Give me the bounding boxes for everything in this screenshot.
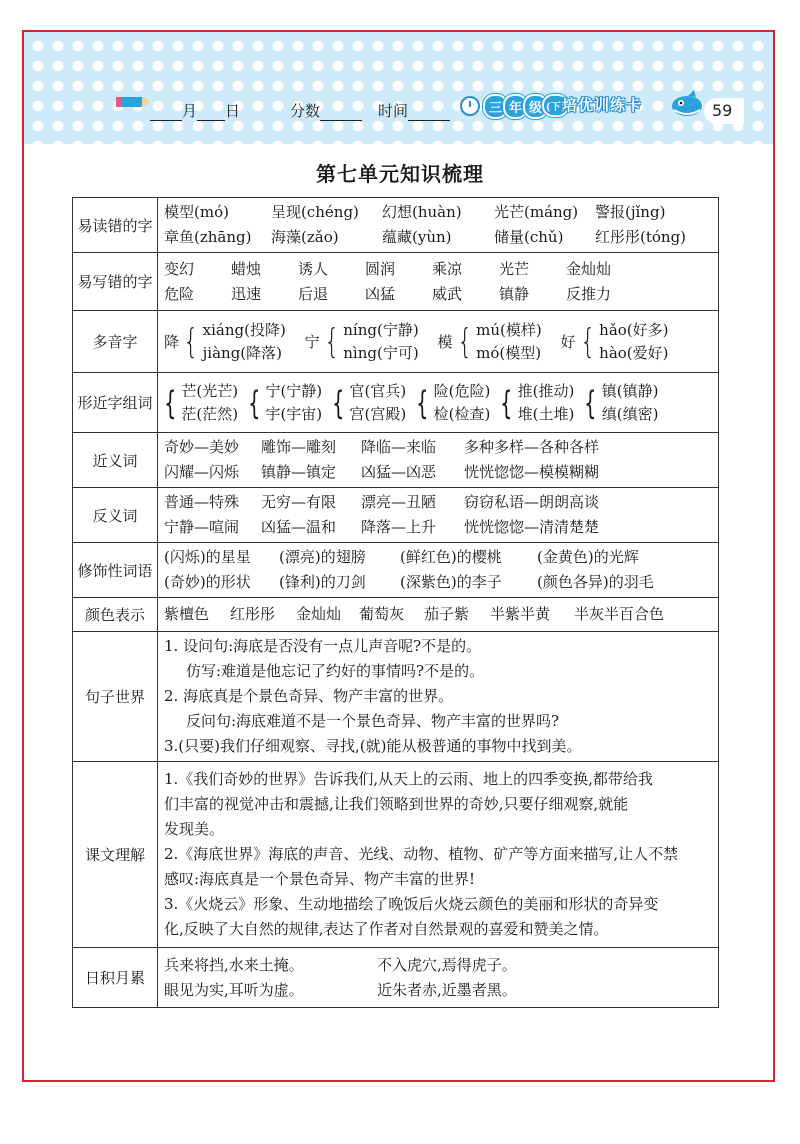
row-content — [158, 198, 719, 253]
list-item: 章鱼(zhāng) — [164, 228, 252, 246]
list-item: 变幻 — [164, 259, 195, 278]
list-item: 蜡烛 — [231, 259, 262, 278]
list-item: 降临—来临 — [361, 438, 437, 456]
list-item: 近朱者赤,近墨者黑。 — [377, 980, 517, 999]
list-item: 半灰半百合色 — [574, 605, 665, 623]
table-row-similar — [73, 373, 719, 433]
list-item: 闪耀—闪烁 — [164, 463, 240, 481]
list-item: 反推力 — [566, 284, 612, 303]
row-content — [158, 762, 719, 948]
words-line-2 — [164, 570, 712, 595]
table-row-synonyms — [73, 433, 719, 488]
polyphone-group: 宁 { níng(宁静) nìng(宁可) — [304, 320, 419, 362]
polyphone-group: 模 { mú(模样) mó(模型) — [437, 320, 542, 362]
list-item: 凶猛—温和 — [261, 518, 337, 536]
list-item: 紫檀色 — [164, 605, 210, 623]
sentence-line: 仿写:难道是他忘记了约好的事情吗?不是的。 — [186, 662, 485, 680]
similar-group: { 芒(光芒) 茫(茫然) — [164, 381, 239, 423]
list-item: 光芒 — [499, 259, 530, 278]
date-field[interactable]: 月 日 — [150, 100, 240, 121]
list-item: 茄子紫 — [424, 605, 470, 623]
list-item: 镇静 — [499, 284, 530, 303]
list-item: 储量(chǔ) — [494, 228, 564, 246]
list-item: (鲜红色)的樱桃 — [400, 548, 502, 566]
time-field[interactable]: 时间 — [378, 100, 450, 121]
words-line — [164, 602, 712, 627]
mascot-icon — [668, 88, 706, 120]
list-item: (奇妙)的形状 — [164, 573, 251, 591]
pinyin-line-2 — [164, 225, 712, 250]
list-item: 呈现(chéng) — [271, 203, 359, 221]
grade-badge-3: 级 — [523, 94, 548, 119]
row-content — [158, 632, 719, 762]
row-label: 修饰性词语 — [73, 543, 158, 598]
words-line-1 — [164, 953, 712, 978]
list-item: 凶猛 — [365, 284, 396, 303]
list-item: 威武 — [432, 284, 463, 303]
sentence-line: 3.(只要)我们仔细观察、寻找,(就)能从极普通的事物中找到美。 — [164, 737, 582, 755]
list-item: 半紫半黄 — [490, 605, 551, 623]
table-row-antonyms — [73, 488, 719, 543]
list-item: 兵来将挡,水来土掩。 — [164, 955, 304, 974]
list-item: 金灿灿 — [296, 605, 342, 623]
table-row-understanding — [73, 762, 719, 948]
list-item: (金黄色)的光辉 — [537, 548, 639, 566]
table-row-polyphone — [73, 311, 719, 373]
list-item: 红彤彤 — [230, 605, 276, 623]
grade-badge-2: 年 — [503, 94, 528, 119]
similar-group: { 官(官兵) 宫(宫殿) — [332, 381, 407, 423]
list-item: 普通—特殊 — [164, 493, 240, 511]
row-content — [158, 948, 719, 1008]
list-item: 镇静—镇定 — [261, 463, 337, 481]
polyphone-group: 降 { xiáng(投降) jiàng(降落) — [164, 320, 286, 362]
list-item: 恍恍惚惚—模模糊糊 — [464, 463, 600, 481]
list-item: 多种多样—各种各样 — [464, 438, 600, 456]
row-label: 句子世界 — [73, 632, 158, 762]
paragraph-line: 发现美。 — [164, 820, 225, 838]
list-item: 葡萄灰 — [359, 605, 405, 623]
row-label: 反义词 — [73, 488, 158, 543]
list-item: (深紫色)的李子 — [400, 573, 502, 591]
list-item: 警报(jǐng) — [595, 203, 666, 221]
paragraph-line: 化,反映了大自然的规律,表达了作者对自然景观的喜爱和赞美之情。 — [164, 920, 609, 938]
similar-group: { 宁(宁静) 宇(宇宙) — [248, 381, 323, 423]
row-label: 形近字组词 — [73, 373, 158, 433]
list-item: 宁静—喧闹 — [164, 518, 240, 536]
words-line-1 — [164, 490, 712, 515]
table-row-easy-write — [73, 253, 719, 311]
row-content — [158, 311, 719, 373]
page-title: 第七单元知识梳理 — [316, 162, 484, 186]
list-item: 窃窃私语—朗朗高谈 — [464, 493, 600, 511]
words-line-2 — [164, 515, 712, 540]
list-item: 蕴藏(yùn) — [382, 228, 452, 246]
brand-title: 培优训练卡 — [562, 96, 643, 114]
similar-group: { 险(危险) 检(检查) — [416, 381, 491, 423]
list-item: 恍恍惚惚—清清楚楚 — [464, 518, 600, 536]
row-label: 易读错的字 — [73, 198, 158, 253]
list-item: 不入虎穴,焉得虎子。 — [377, 955, 517, 974]
list-item: 幻想(huàn) — [382, 203, 462, 221]
list-item: 眼见为实,耳听为虚。 — [164, 980, 304, 999]
list-item: (锋利)的刀剑 — [279, 573, 366, 591]
list-item: (颜色各异)的羽毛 — [537, 573, 654, 591]
list-item: 模型(mó) — [164, 203, 229, 221]
list-item: 奇妙—美妙 — [164, 438, 240, 456]
paragraph-line: 们丰富的视觉冲击和震撼,让我们领略到世界的奇妙,只要仔细观察,就能 — [164, 795, 629, 813]
list-item: 无穷—有限 — [261, 493, 337, 511]
score-field[interactable]: 分数 — [290, 100, 362, 121]
words-line-2 — [164, 282, 712, 307]
sentence-line: 1. 设问句:海底是否没有一点儿声音呢?不是的。 — [164, 637, 482, 655]
row-label: 近义词 — [73, 433, 158, 488]
list-item: 危险 — [164, 284, 195, 303]
list-item: 海藻(zǎo) — [271, 228, 339, 246]
paragraph-line: 1.《我们奇妙的世界》告诉我们,从天上的云雨、地上的四季变换,都带给我 — [164, 770, 653, 788]
row-content — [158, 433, 719, 488]
list-item: 降落—上升 — [361, 518, 437, 536]
words-line-2 — [164, 460, 712, 485]
list-item: 漂亮—丑陋 — [361, 493, 437, 511]
list-item: 光芒(máng) — [494, 203, 579, 221]
words-line-2 — [164, 978, 712, 1003]
table-row-easy-read — [73, 198, 719, 253]
row-label: 颜色表示 — [73, 598, 158, 632]
similar-group: { 推(推动) 堆(土堆) — [500, 381, 575, 423]
paragraph-line: 感叹:海底真是一个景色奇异、物产丰富的世界! — [164, 870, 476, 888]
pencil-icon — [116, 93, 152, 111]
list-item: (闪烁)的星星 — [164, 548, 251, 566]
row-label: 多音字 — [73, 311, 158, 373]
table-row-sentences — [73, 632, 719, 762]
grade-badge-semester: (下) — [542, 94, 569, 117]
row-label: 日积月累 — [73, 948, 158, 1008]
list-item: 乘凉 — [432, 259, 463, 278]
list-item: 红彤彤(tóng) — [595, 228, 687, 246]
list-item: 诱人 — [298, 259, 329, 278]
paragraph-line: 3.《火烧云》形象、生动地描绘了晚饭后火烧云颜色的美丽和形状的奇异变 — [164, 895, 659, 913]
table-row-modifiers — [73, 543, 719, 598]
words-line-1 — [164, 435, 712, 460]
list-item: 后退 — [298, 284, 329, 303]
row-content — [158, 543, 719, 598]
list-item: 迅速 — [231, 284, 262, 303]
row-content — [158, 253, 719, 311]
table-row-colors — [73, 598, 719, 632]
page-number: 59 — [712, 101, 733, 120]
list-item: 圆润 — [365, 259, 396, 278]
paragraph-line: 2.《海底世界》海底的声音、光线、动物、植物、矿产等方面来描写,让人不禁 — [164, 845, 679, 863]
words-line-1 — [164, 257, 712, 282]
row-content — [158, 598, 719, 632]
list-item: 凶猛—凶恶 — [361, 463, 437, 481]
sentence-line: 2. 海底真是个景色奇异、物产丰富的世界。 — [164, 687, 454, 705]
row-content — [158, 488, 719, 543]
row-label: 易写错的字 — [73, 253, 158, 311]
list-item: 雕饰—雕刻 — [261, 438, 337, 456]
pinyin-line-1 — [164, 200, 712, 225]
row-content — [158, 373, 719, 433]
list-item: (漂亮)的翅膀 — [279, 548, 366, 566]
polyphone-group: 好 { hǎo(好多) hào(爱好) — [560, 320, 669, 362]
row-label: 课文理解 — [73, 762, 158, 948]
grade-badge-1: 三 — [483, 94, 508, 119]
list-item: 金灿灿 — [566, 259, 612, 278]
words-line-1 — [164, 545, 712, 570]
similar-group: { 镇(镇静) 缜(缜密) — [584, 381, 659, 423]
sentence-line: 反问句:海底难道不是一个景色奇异、物产丰富的世界吗? — [186, 712, 560, 730]
table-row-accumulation — [73, 948, 719, 1008]
clock-icon — [460, 96, 480, 116]
knowledge-table — [72, 197, 719, 1008]
